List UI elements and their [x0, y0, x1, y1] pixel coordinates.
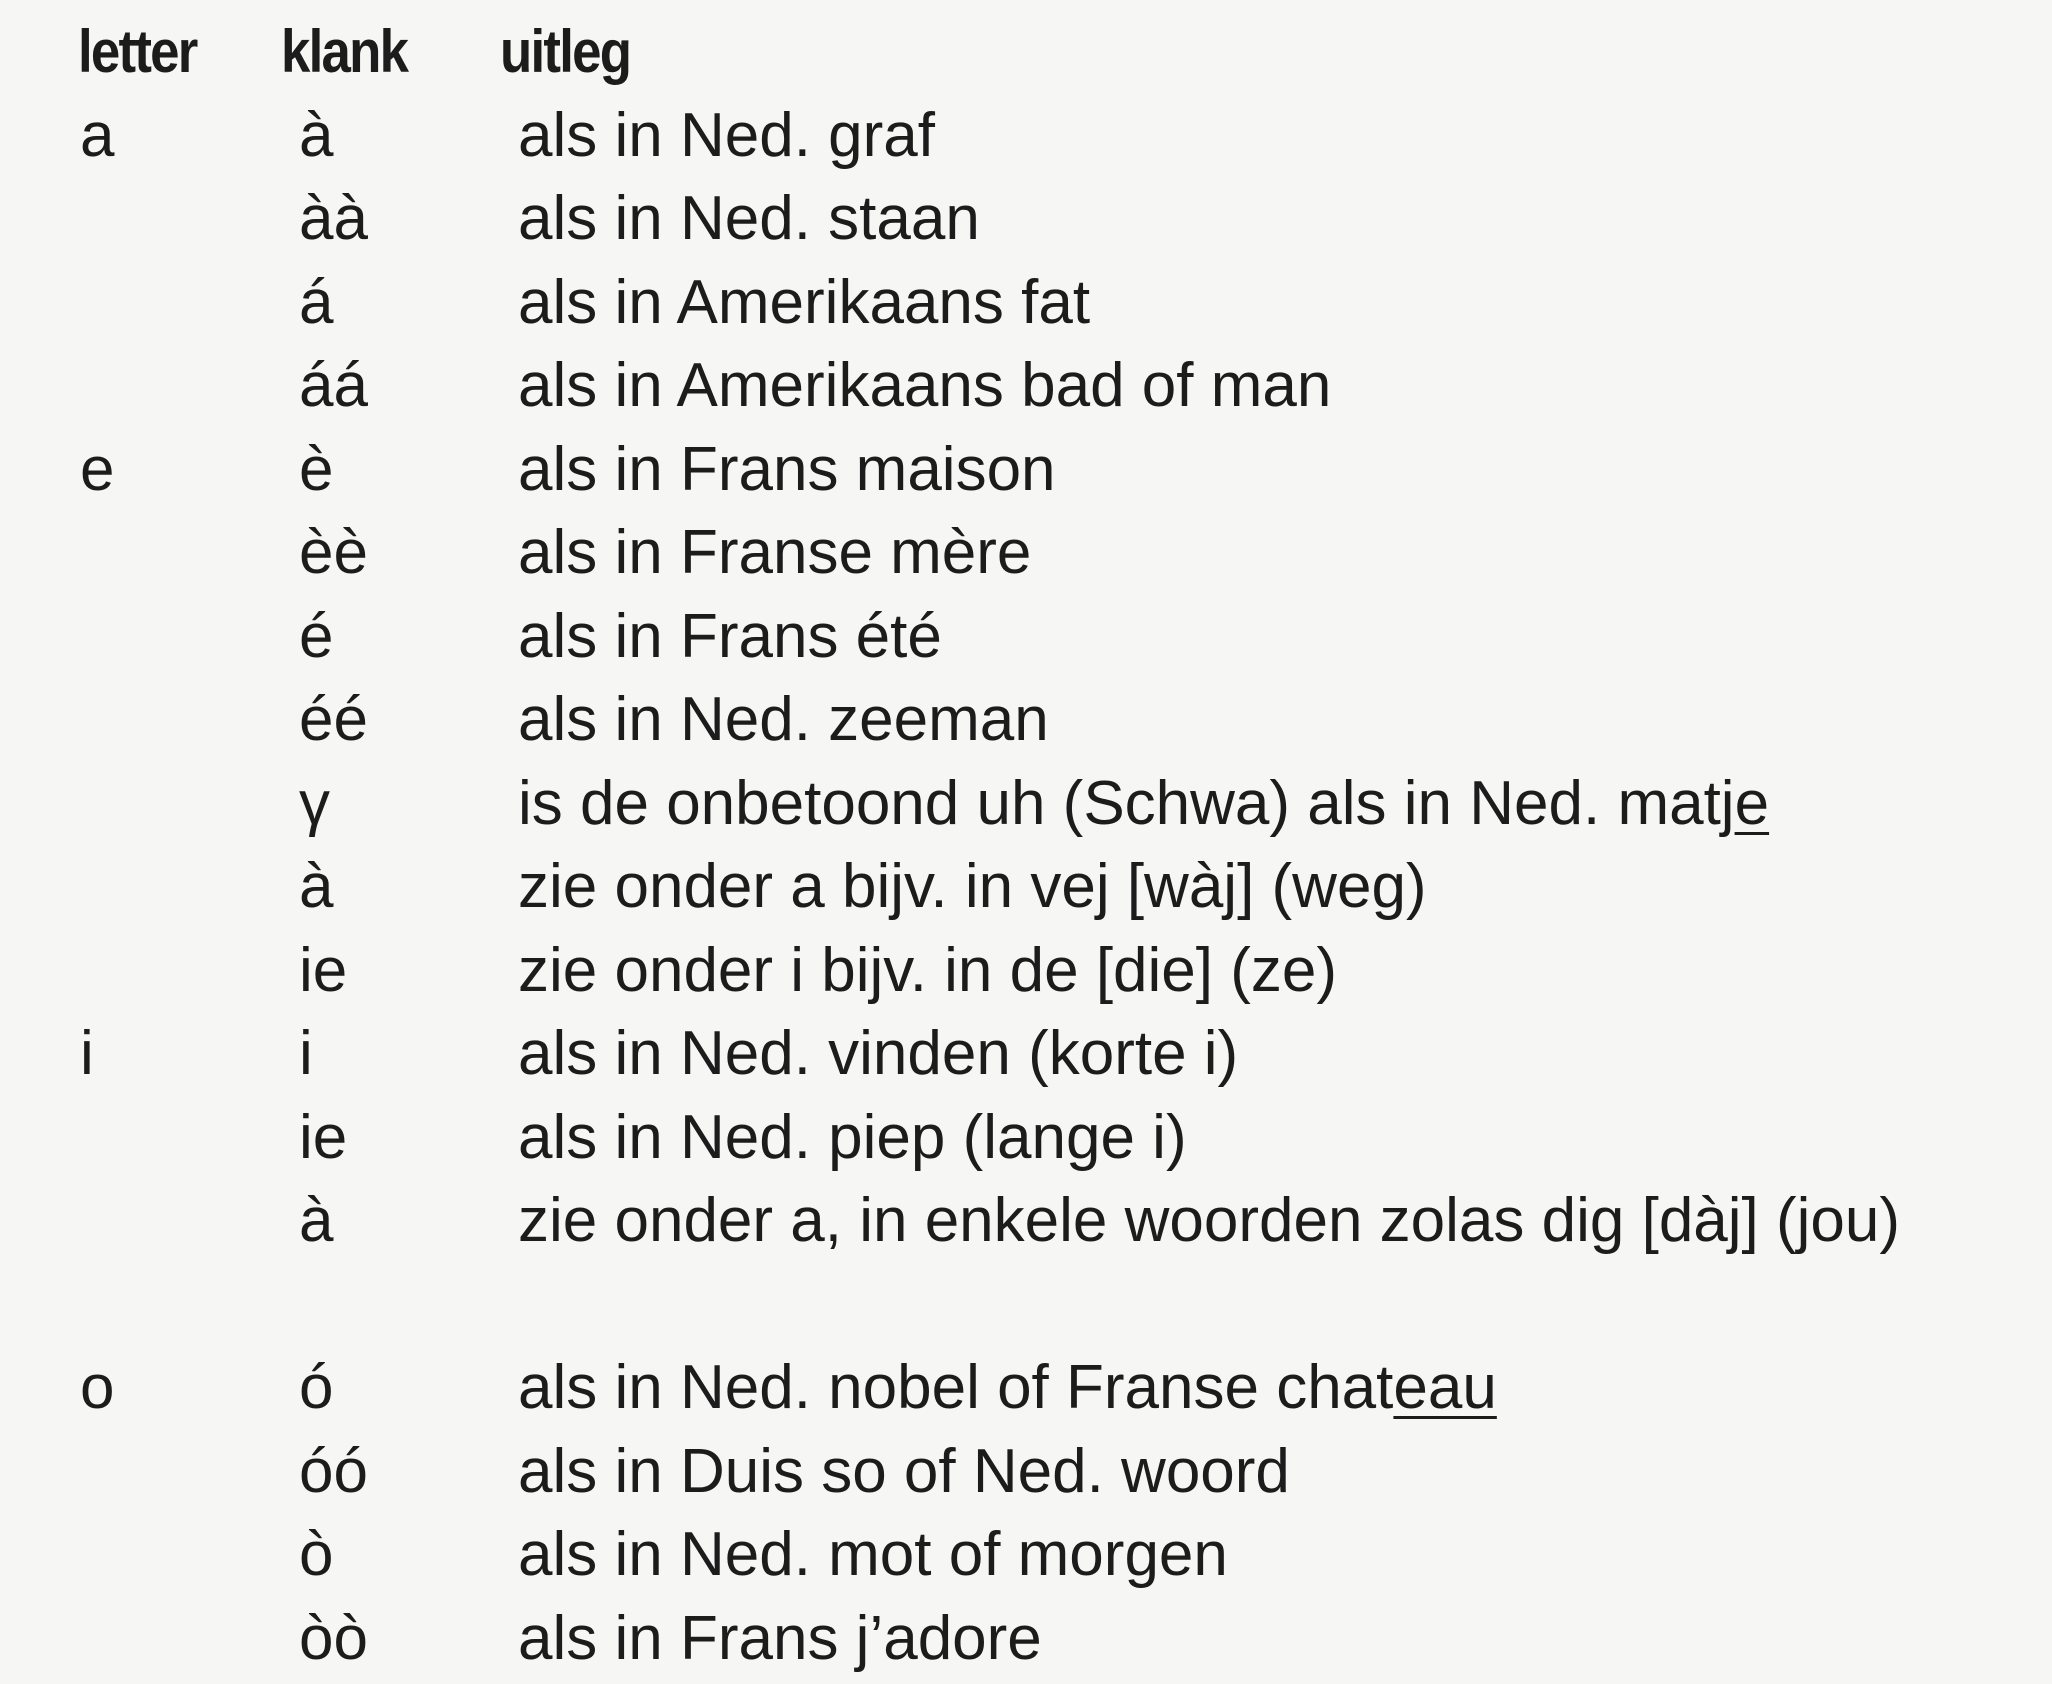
row-uitleg [518, 762, 2018, 846]
table-header-row [78, 10, 2018, 94]
table-row [78, 1012, 2018, 1096]
pronunciation-table [78, 10, 2018, 1680]
table-row [78, 94, 2018, 178]
row-uitleg: als in Franse mère [518, 518, 1032, 587]
table-row [78, 1597, 2018, 1681]
table-row [78, 595, 2018, 679]
row-klank: ie [299, 935, 348, 1005]
row-klank: éé [299, 685, 368, 754]
table-row [78, 511, 2018, 595]
row-klank: óó [299, 1436, 368, 1506]
table-row [78, 1430, 2018, 1514]
table-row [78, 929, 2018, 1013]
row-klank: γ [299, 768, 330, 838]
row-klank: ò [299, 1520, 334, 1589]
row-uitleg: als in Frans maison [518, 434, 1056, 504]
table-row [78, 678, 2018, 762]
row-klank: èè [299, 518, 368, 587]
row-klank: àà [299, 184, 368, 253]
row-uitleg: als in Amerikaans fat [518, 267, 1091, 337]
row-uitleg [518, 1346, 2018, 1430]
underlined-letters: eau [1393, 1353, 1497, 1422]
row-klank: i [299, 1019, 313, 1088]
row-uitleg: als in Ned. graf [518, 100, 935, 170]
table-row [78, 177, 2018, 261]
header-letter: letter [78, 18, 197, 85]
row-uitleg: als in Ned. piep (lange i) [518, 1102, 1187, 1172]
header-uitleg: uitleg [500, 18, 631, 85]
table-row [78, 344, 2018, 428]
uitleg-text: is de onbetoond uh (Schwa) als in Ned. matj [518, 768, 1735, 838]
row-letter: i [80, 1019, 94, 1088]
row-klank: ó [299, 1353, 334, 1422]
row-uitleg: als in Frans été [518, 601, 942, 671]
row-uitleg: zie onder a bijv. in vej [wàj] (weg) [518, 852, 1427, 921]
table-row [78, 1179, 2018, 1346]
table-row [78, 762, 2018, 846]
row-letter: a [80, 100, 115, 170]
row-klank: á [299, 267, 334, 337]
underlined-letters: e [1734, 768, 1770, 838]
row-klank: è [299, 434, 334, 504]
row-uitleg: als in Ned. vinden (korte i) [518, 1019, 1239, 1088]
row-klank: à [299, 1186, 334, 1255]
row-klank: òò [299, 1603, 368, 1673]
row-klank: à [299, 100, 334, 170]
row-uitleg: als in Ned. staan [518, 184, 980, 253]
row-uitleg: als in Duis so of Ned. woord [518, 1436, 1290, 1506]
header-klank: klank [281, 18, 408, 85]
table-row [78, 1346, 2018, 1430]
row-uitleg: zie onder i bijv. in de [die] (ze) [518, 935, 1338, 1005]
row-klank: é [299, 601, 334, 671]
row-klank: à [299, 852, 334, 921]
uitleg-text: als in Ned. nobel of Franse chat [518, 1353, 1394, 1422]
table-row [78, 428, 2018, 512]
row-uitleg: als in Ned. mot of morgen [518, 1520, 1228, 1589]
row-uitleg: als in Frans j’adore [518, 1603, 1042, 1673]
row-klank: ie [299, 1102, 348, 1172]
table-row [78, 261, 2018, 345]
table-row [78, 1513, 2018, 1597]
table-row [78, 1096, 2018, 1180]
row-uitleg: zie onder a, in enkele woorden zolas dig [dàj] (jou) [518, 1186, 1901, 1255]
row-letter: o [80, 1353, 115, 1422]
row-klank: áá [299, 351, 368, 420]
row-letter: e [80, 434, 115, 504]
row-uitleg: als in Ned. zeeman [518, 685, 1049, 754]
table-row [78, 845, 2018, 929]
row-uitleg: als in Amerikaans bad of man [518, 351, 1332, 420]
